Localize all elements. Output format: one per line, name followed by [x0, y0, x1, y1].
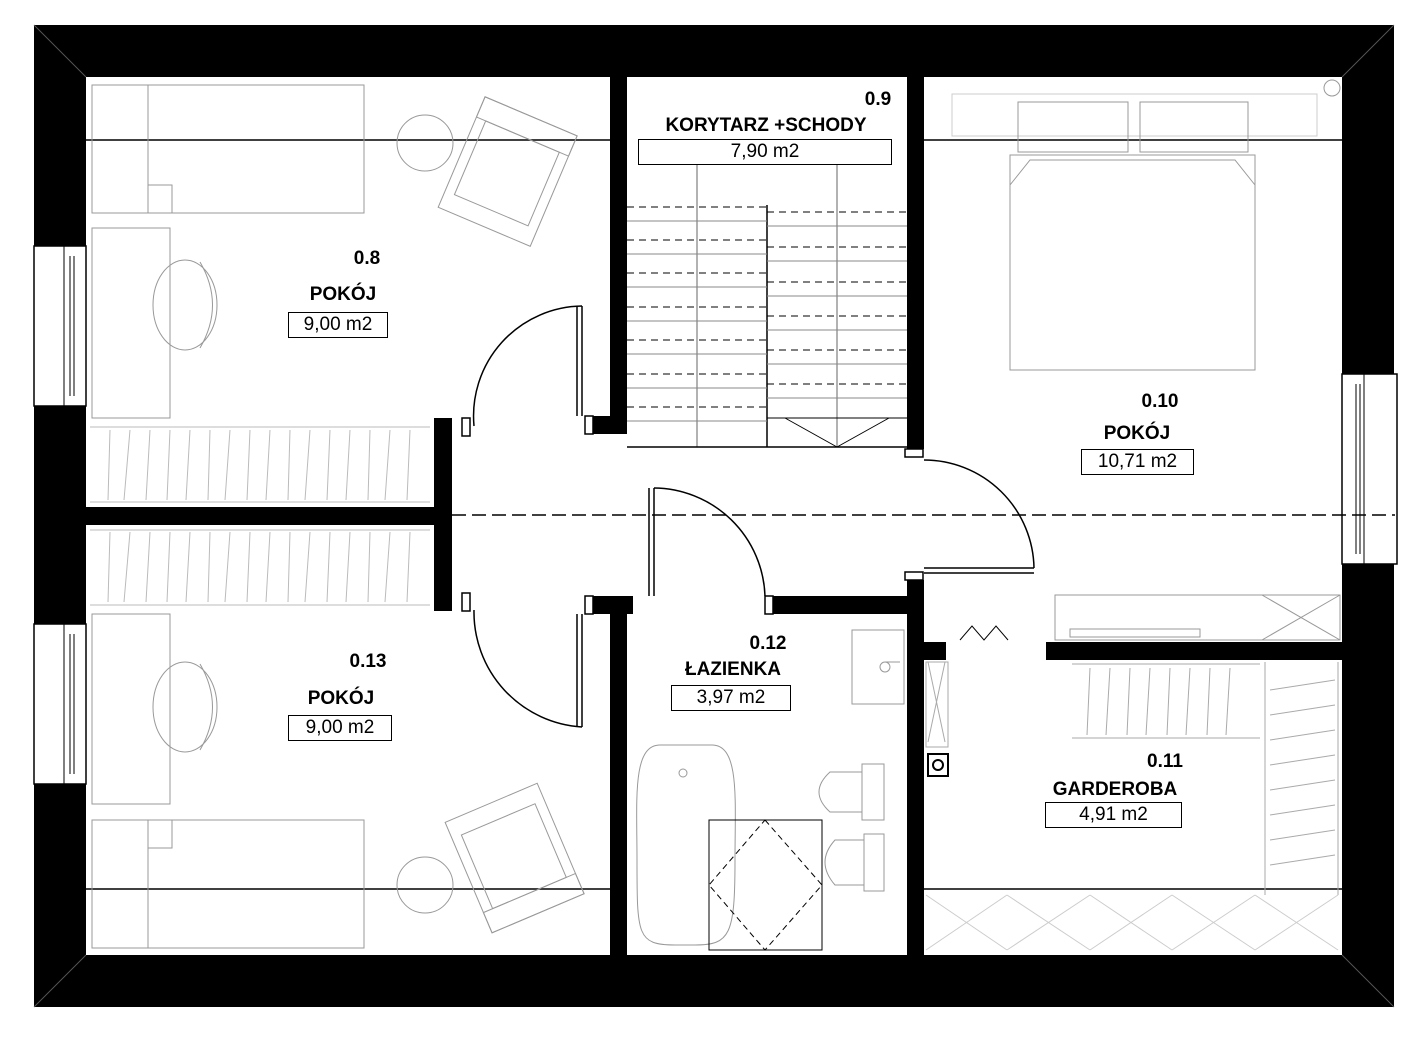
room-0-10-number: 0.10 [1141, 391, 1179, 412]
room-0-12-number: 0.12 [749, 633, 787, 654]
window-right [1342, 374, 1397, 564]
room-0-10-name: POKÓJ [1103, 423, 1171, 444]
room-0-10-area: 10,71 m2 [1081, 449, 1194, 475]
room-0-11-name: GARDEROBA [1052, 779, 1178, 800]
window-left-lower [34, 624, 86, 784]
room-0-13-number: 0.13 [349, 651, 387, 672]
room-0-12-name: ŁAZIENKA [684, 659, 782, 680]
room-0-12-area: 3,97 m2 [671, 685, 791, 711]
staircase [627, 165, 907, 447]
room-0-11-number: 0.11 [1147, 751, 1183, 772]
room-0-9-number: 0.9 [864, 89, 892, 110]
room-0-13-area: 9,00 m2 [288, 715, 392, 741]
room-0-9-area: 7,90 m2 [638, 139, 892, 165]
furniture-room-0-10 [952, 80, 1340, 640]
room-0-8-area: 9,00 m2 [288, 312, 388, 338]
room-0-8-number: 0.8 [353, 248, 381, 269]
room-0-11-area: 4,91 m2 [1045, 802, 1182, 828]
room-0-13-name: POKÓJ [307, 688, 375, 709]
window-left-upper [34, 246, 86, 406]
room-0-8-name: POKÓJ [309, 284, 377, 305]
boiler-icon [928, 754, 948, 776]
room-0-9-name: KORYTARZ +SCHODY [665, 115, 867, 136]
